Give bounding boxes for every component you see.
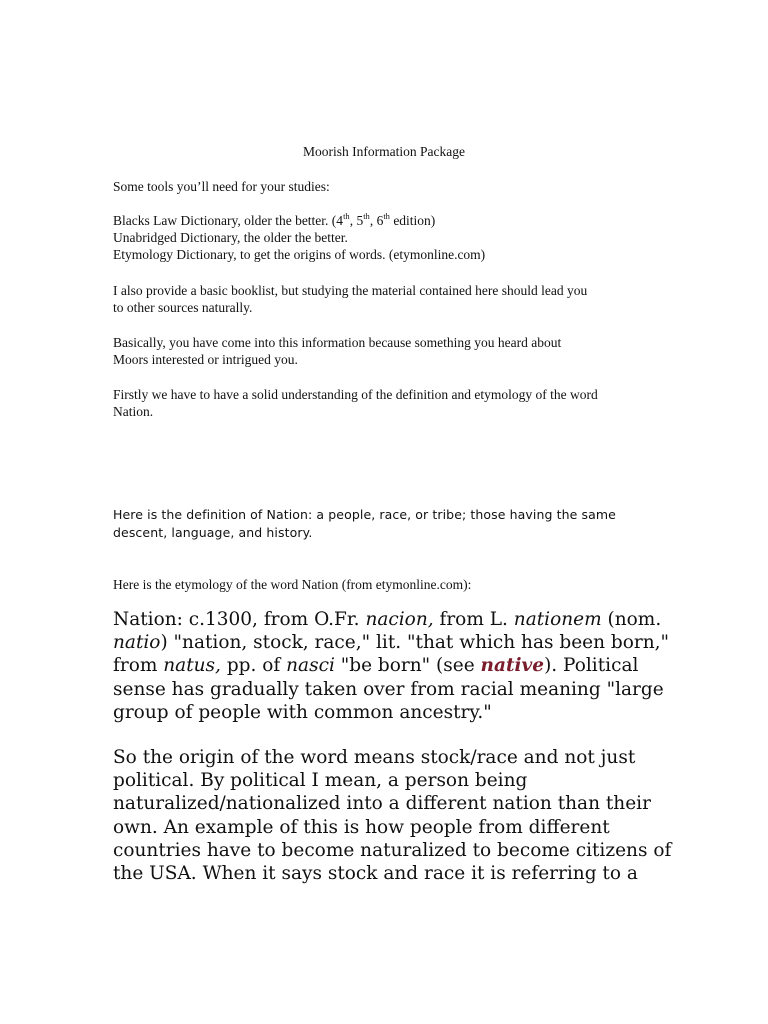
- origin-paragraph: So the origin of the word means stock/race and not just political. By political I mean, a person being naturalized/nationalized into a different nation than their own. An example of this is how people from different countries have to become naturalized to become citizens of the USA. When it says stock and race it is referring to a: [113, 747, 672, 885]
- basically-paragraph: Basically, you have come into this information because something you heard about Moors interested or intrigued you.: [113, 335, 562, 367]
- etymology-entry: Nation: c.1300, from O.Fr. nacion, from L. nationem (nom. natio) "nation, stock, race," lit. "that which has been born," from natus, pp. of nasci "be born" (see native). Political sense has gradually taken over from racial meaning "large group of people with common ancestry.": [113, 609, 670, 723]
- sup-5th: th: [363, 211, 370, 221]
- tools-intro: Some tools you’ll need for your studies:: [113, 179, 330, 194]
- native-link[interactable]: native: [480, 655, 545, 677]
- firstly-paragraph: Firstly we have to have a solid understanding of the definition and etymology of the word Nation.: [113, 387, 598, 419]
- blacks-law-line: Blacks Law Dictionary, older the better. (4th, 5th, 6th edition): [113, 211, 436, 228]
- sup-6th: th: [383, 211, 390, 221]
- document-title: Moorish Information Package: [303, 144, 465, 159]
- etymology-dictionary-line: Etymology Dictionary, to get the origins of words. (etymonline.com): [113, 247, 486, 262]
- booklist-paragraph: I also provide a basic booklist, but studying the material contained here should lead you to other sources naturally.: [113, 283, 588, 315]
- unabridged-line: Unabridged Dictionary, the older the better.: [113, 230, 348, 245]
- sup-4th: th: [343, 211, 350, 221]
- etymology-intro: Here is the etymology of the word Nation (from etymonline.com):: [113, 577, 472, 592]
- tools-list: [113, 212, 673, 263]
- definition-paragraph: Here is the definition of Nation: a people, race, or tribe; those having the same descent, language, and history.: [113, 507, 616, 540]
